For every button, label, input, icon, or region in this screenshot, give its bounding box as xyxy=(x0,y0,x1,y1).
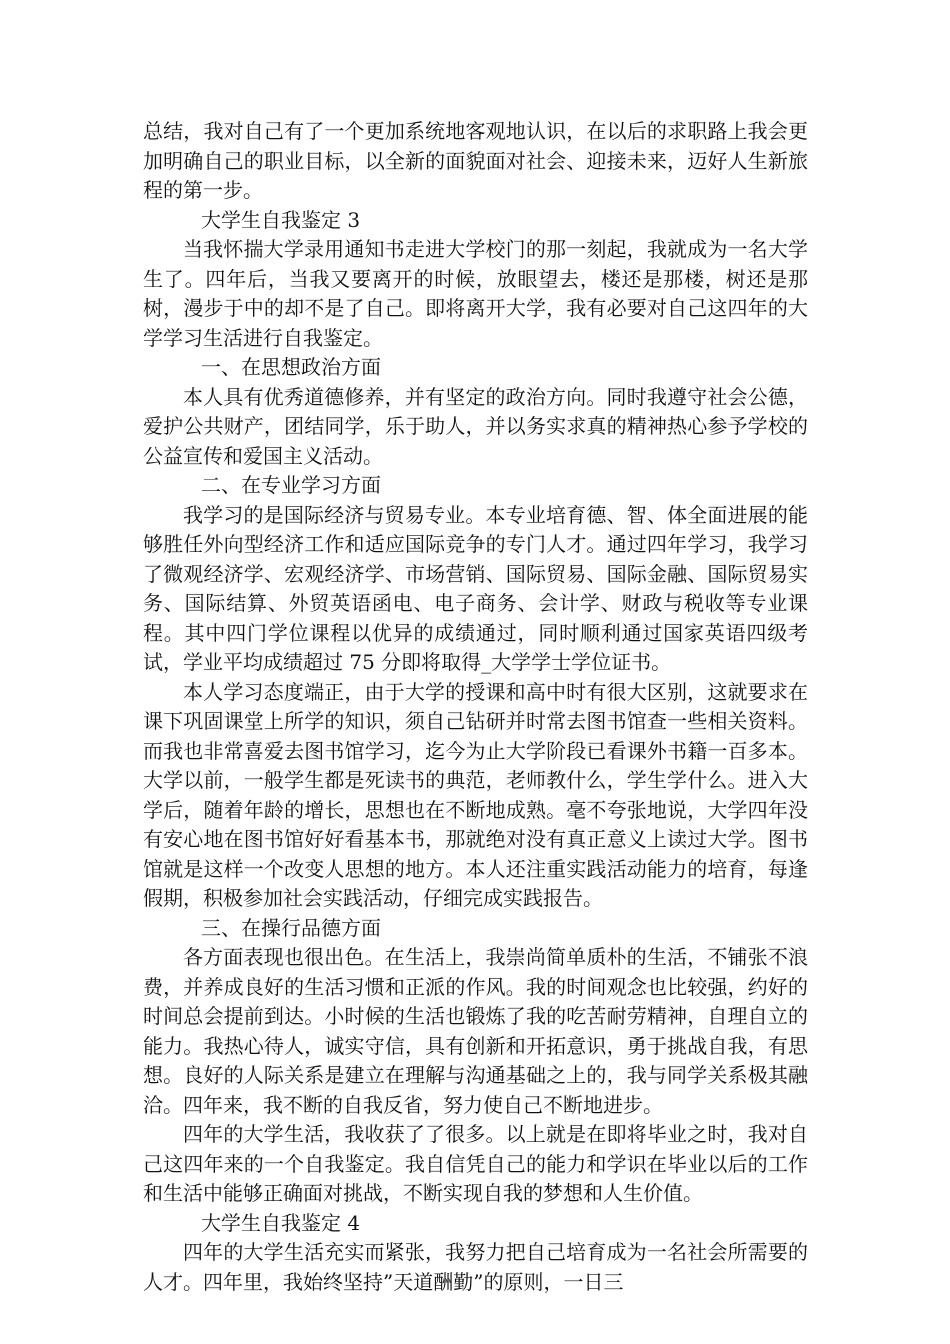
paragraph-conduct-morality: 各方面表现也很出色。在生活上，我崇尚简单质朴的生活，不铺张不浪费，并养成良好的生活习惯和正派的作风。我的时间观念也比较强，约好的时间总会提前到达。小时候的生活也锻炼了我的吃苦耐劳精神，自理自立的能力。我热心待人，诚实守信，具有创新和开拓意识，勇于挑战自我，有思想。良好的人际关系是建立在理解与沟通基础之上的，我与同学关系极其融洽。四年来，我不断的自我反省，努力使自己不断地进步。 xyxy=(143,945,808,1117)
paragraph-conclusion: 四年的大学生活，我收获了了很多。以上就是在即将毕业之时，我对自己这四年来的一个自我鉴定。我自信凭自己的能力和学识在毕业以后的工作和生活中能够正确面对挑战，不断实现自我的梦想和人生价值。 xyxy=(143,1122,808,1205)
subheading-political-thought: 一、在思想政治方面 xyxy=(201,355,381,379)
paragraph-professional-study: 我学习的是国际经济与贸易专业。本专业培育德、智、体全面进展的能够胜任外向型经济工作和适应国际竞争的专门人才。通过四年学习，我学习了微观经济学、宏观经济学、市场营销、国际贸易、国际金融、国际贸易实务、国际结算、外贸英语函电、电子商务、会计学、财政与税收等专业课程。其中四门学位课程以优异的成绩通过，同时顺利通过国家英语四级考试，学业平均成绩超过 75 分即将取得_大学学士学位证书。 xyxy=(143,502,808,674)
document-page xyxy=(143,117,808,1297)
subheading-professional-study: 二、在专业学习方面 xyxy=(201,473,381,497)
paragraph-section-4-opening: 四年的大学生活充实而紧张，我努力把自己培育成为一名社会所需要的人才。四年里，我始终坚持”天道酬勤”的原则，一日三 xyxy=(143,1240,808,1294)
paragraph-political-thought: 本人具有优秀道德修养，并有坚定的政治方向。同时我遵守社会公德，爱护公共财产，团结同学，乐于助人，并以务实求真的精神热心参予学校的公益宣传和爱国主义活动。 xyxy=(143,384,808,468)
section-title-self-appraisal-3: 大学生自我鉴定 3 xyxy=(201,207,361,232)
subheading-conduct-morality: 三、在操行品德方面 xyxy=(201,915,381,940)
section-title-self-appraisal-4: 大学生自我鉴定 4 xyxy=(201,1210,361,1235)
paragraph-opening: 当我怀揣大学录用通知书走进大学校门的那一刻起，我就成为一名大学生了。四年后，当我又要离开的时候，放眼望去，楼还是那楼，树还是那树，漫步于中的却不是了自己。即将离开大学，我有必要对自己这四年的大学学习生活进行自我鉴定。 xyxy=(143,237,808,350)
paragraph-study-attitude: 本人学习态度端正，由于大学的授课和高中时有很大区别，这就要求在课下巩固课堂上所学的知识，须自己钻研并时常去图书馆查一些相关资料。而我也非常喜爱去图书馆学习，迄今为止大学阶段已看课外书籍一百多本。大学以前，一般学生都是死读书的典范，老师教什么，学生学什么。进入大学后，随着年龄的增长，思想也在不断地成熟。毫不夸张地说，大学四年没有安心地在图书馆好好看基本书，那就绝对没有真正意义上读过大学。图书馆就是这样一个改变人思想的地方。本人还注重实践活动能力的培育，每逢假期，积极参加社会实践活动，仔细完成实践报告。 xyxy=(143,679,808,910)
paragraph-intro-continuation: 总结，我对自己有了一个更加系统地客观地认识，在以后的求职路上我会更加明确自己的职业目标，以全新的面貌面对社会、迎接未来，迈好人生新旅程的第一步。 xyxy=(143,119,808,202)
